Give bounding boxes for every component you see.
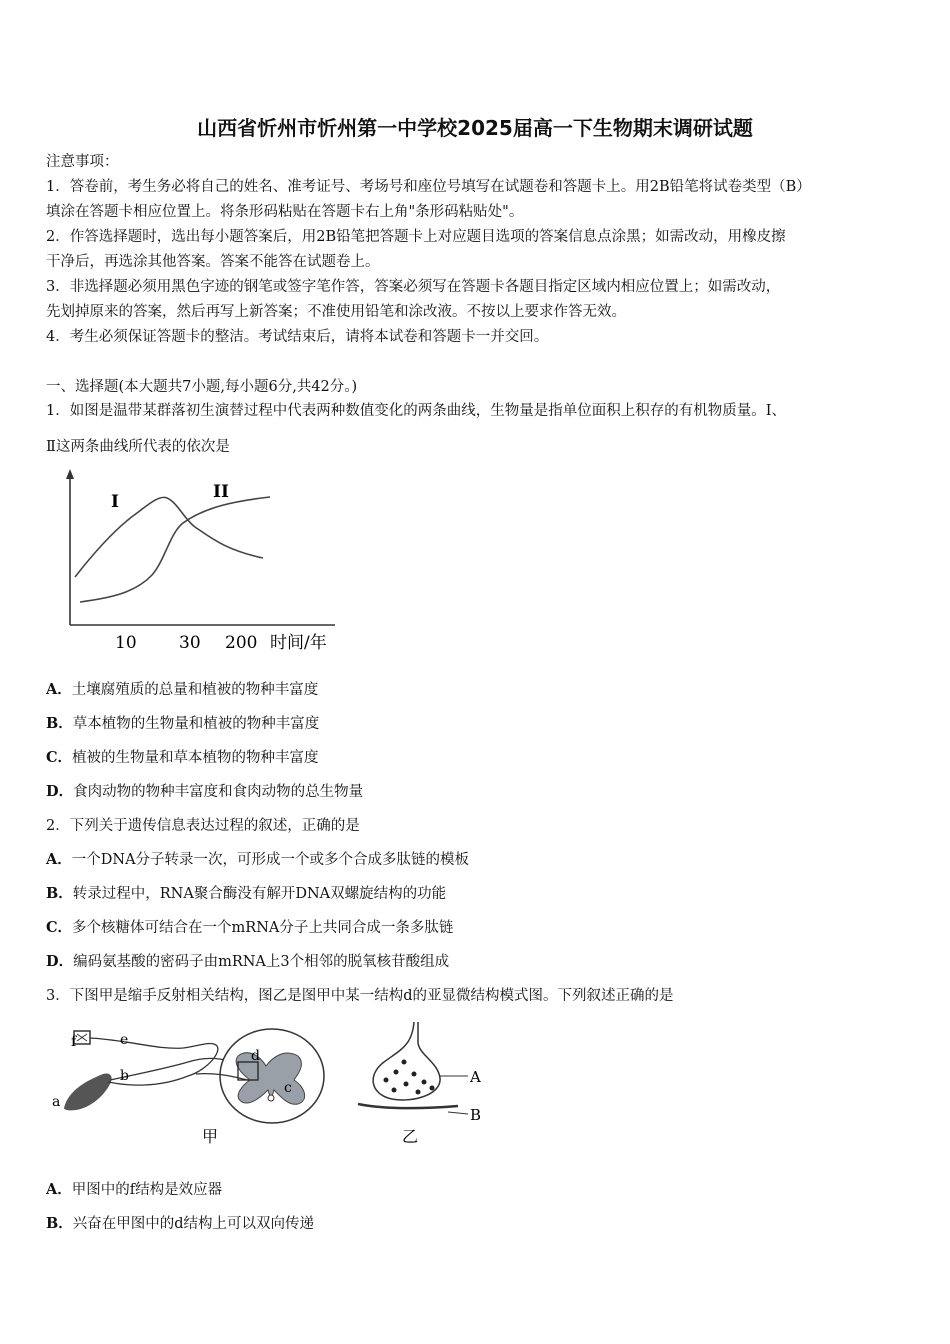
page-title: 山西省忻州市忻州第一中学校2025届高一下生物期末调研试题 [197, 116, 753, 140]
y-axis-arrow [66, 469, 74, 479]
option-text: 兴奋在甲图中的d结构上可以双向传递 [72, 1216, 315, 1232]
label-d: d [251, 1048, 260, 1064]
curve-II-label: II [213, 482, 229, 502]
option-label: A． [46, 1181, 72, 1198]
curve-I-label: I [111, 492, 119, 512]
q1-succession-graph [55, 465, 355, 660]
option-text: 编码氨基酸的密码子由mRNA上3个相邻的脱氧核苷酸组成 [73, 954, 450, 970]
nerve-b [110, 1058, 238, 1080]
q1-option-b [46, 714, 319, 734]
q1-stem-line2: Ⅱ这两条曲线所代表的依次是 [46, 439, 230, 455]
figure-yi-label: 乙 [402, 1127, 419, 1146]
notice-line: 1．答卷前，考生务必将自己的姓名、准考证号、考场号和座位号填写在试题卷和答题卡上。用2B铅笔将试卷类型（B） [46, 179, 811, 195]
q3-reflex-figure [48, 1018, 508, 1153]
q3-option-b [46, 1214, 314, 1234]
notice-line: 3．非选择题必须用黑色字迹的钢笔或签字笔作答，答案必须写在答题卡各题目指定区域内相应位置上；如需改动， [46, 279, 781, 295]
label-b: b [120, 1068, 129, 1084]
option-label: A． [46, 681, 72, 698]
option-label: D． [46, 783, 74, 800]
curve-II [80, 497, 270, 602]
option-text: 多个核糖体可结合在一个mRNA分子上共同合成一条多肽链 [72, 920, 454, 936]
q2-option-c [46, 918, 453, 938]
option-label: B． [46, 715, 73, 732]
effector-a-icon [64, 1073, 112, 1110]
option-text: 转录过程中，RNA聚合酶没有解开DNA双螺旋结构的功能 [72, 886, 447, 902]
notice-line: 干净后，再选涂其他答案。答案不能答在试题卷上。 [46, 254, 380, 270]
option-label: C． [46, 749, 73, 766]
option-label: C． [46, 919, 73, 936]
label-e: e [120, 1032, 129, 1048]
notice-line: 先划掉原来的答案，然后再写上新答案；不准使用铅笔和涂改液。不按以上要求作答无效。 [46, 304, 626, 320]
curve-I [75, 497, 263, 577]
label-A: A [470, 1068, 481, 1086]
option-label: D． [46, 953, 74, 970]
option-text: 草本植物的生物量和植被的物种丰富度 [72, 716, 320, 732]
notice-heading: 注意事项： [46, 154, 119, 170]
receptor-f-icon [74, 1031, 90, 1044]
q1-option-a [46, 680, 318, 700]
q2-option-a [46, 850, 469, 870]
label-a: a [52, 1094, 61, 1110]
notice-line: 4．考生必须保证答题卡的整洁。考试结束后，请将本试卷和答题卡一并交回。 [46, 329, 549, 345]
x-tick-label: 200 [225, 633, 258, 653]
label-B: B [470, 1106, 482, 1124]
option-text: 食肉动物的物种丰富度和食肉动物的总生物量 [73, 784, 364, 800]
notice-line: 2．作答选择题时，选出每小题答案后，用2B铅笔把答题卡上对应题目选项的答案信息点涂黑；如需改动，用橡皮擦 [46, 229, 786, 245]
x-tick-label: 30 [179, 633, 201, 653]
q2-option-d [46, 952, 449, 972]
label-f: f [71, 1034, 77, 1050]
section-heading: 一、选择题(本大题共7小题,每小题6分,共42分。) [46, 379, 358, 395]
option-text: 土壤腐殖质的总量和植被的物种丰富度 [71, 682, 319, 698]
option-label: B． [46, 1215, 73, 1232]
label-c: c [284, 1080, 292, 1096]
q2-stem: 2．下列关于遗传信息表达过程的叙述，正确的是 [46, 818, 360, 834]
q1-option-c [46, 748, 319, 768]
x-axis-label: 时间/年 [270, 633, 327, 653]
figure-jia-label: 甲 [202, 1127, 219, 1146]
synapse-yi-diagram [358, 1022, 468, 1114]
option-text: 一个DNA分子转录一次，可形成一个或多个合成多肽链的模板 [71, 852, 470, 868]
option-label: B． [46, 885, 73, 902]
option-label: A． [46, 851, 72, 868]
q3-stem: 3．下图甲是缩手反射相关结构，图乙是图甲中某一结构d的亚显微结构模式图。下列叙述正确的是 [46, 988, 674, 1004]
q2-option-b [46, 884, 446, 904]
q3-option-a [46, 1180, 222, 1200]
q1-option-d [46, 782, 363, 802]
option-text: 植被的生物量和草本植物的物种丰富度 [72, 750, 319, 766]
spinal-cord-section [220, 1029, 324, 1123]
notice-line: 填涂在答题卡相应位置上。将条形码粘贴在答题卡右上角"条形码粘贴处"。 [46, 204, 524, 220]
option-text: 甲图中的f结构是效应器 [71, 1182, 223, 1198]
x-tick-label: 10 [115, 633, 137, 653]
q1-stem-line1: 1．如图是温带某群落初生演替过程中代表两种数值变化的两条曲线，生物量是指单位面积上积存的有机物质量。Ⅰ、 [46, 403, 786, 419]
